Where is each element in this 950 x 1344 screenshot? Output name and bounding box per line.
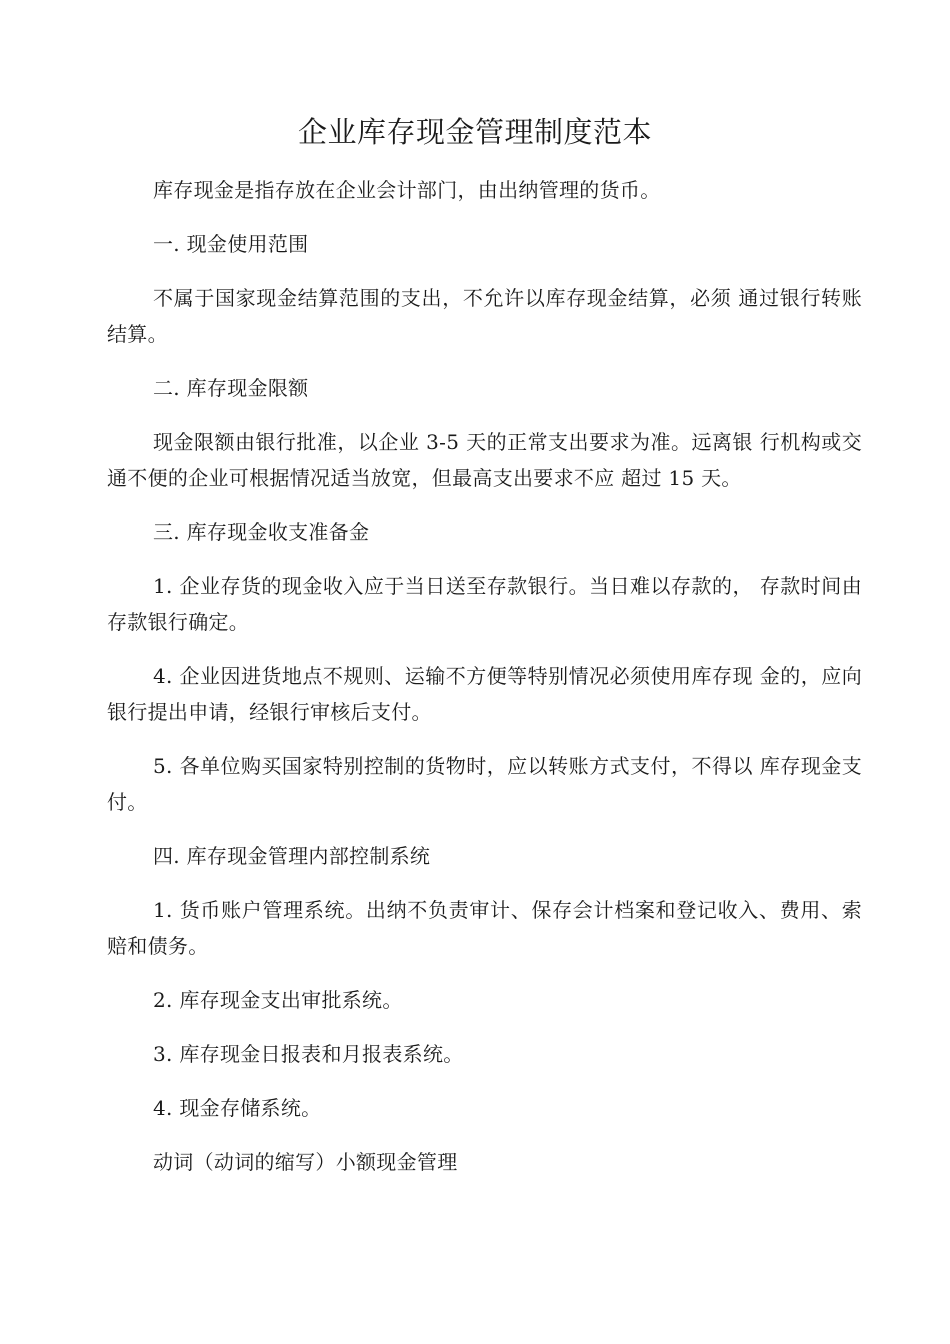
document-body [107, 172, 862, 1198]
paragraph: 不属于国家现金结算范围的支出，不允许以库存现金结算，必须 通过银行转账结算。 [107, 286, 862, 346]
section-heading-3: 三. 库存现金收支准备金 [153, 520, 370, 544]
list-item: 4. 企业因进货地点不规则、运输不方便等特别情况必须使用库存现 金的，应向银行提出申请，经银行审核后支付。 [107, 664, 862, 724]
list-item: 1. 企业存货的现金收入应于当日送至存款银行。当日难以存款的， 存款时间由存款银行确定。 [107, 574, 862, 634]
document-title: 企业库存现金管理制度范本 [297, 115, 652, 149]
paragraph-intro: 库存现金是指存放在企业会计部门，由出纳管理的货币。 [153, 178, 661, 202]
section-heading-1: 一. 现金使用范围 [153, 232, 309, 256]
paragraph: 现金限额由银行批准，以企业 3-5 天的正常支出要求为准。远离银 行机构或交通不便的企业可根据情况适当放宽，但最高支出要求不应 超过 15 天。 [107, 430, 862, 490]
list-item: 1. 货币账户管理系统。出纳不负责审计、保存会计档案和登记收入、费用、索赔和债务。 [107, 898, 862, 958]
section-heading-2: 二. 库存现金限额 [153, 376, 309, 400]
list-item: 4. 现金存储系统。 [153, 1096, 322, 1120]
list-item: 5. 各单位购买国家特别控制的货物时，应以转账方式支付，不得以 库存现金支付。 [107, 754, 862, 814]
section-heading-4: 四. 库存现金管理内部控制系统 [153, 844, 431, 868]
section-heading-5: 动词（动词的缩写）小额现金管理 [153, 1150, 458, 1174]
list-item: 3. 库存现金日报表和月报表系统。 [153, 1042, 464, 1066]
list-item: 2. 库存现金支出审批系统。 [153, 988, 403, 1012]
